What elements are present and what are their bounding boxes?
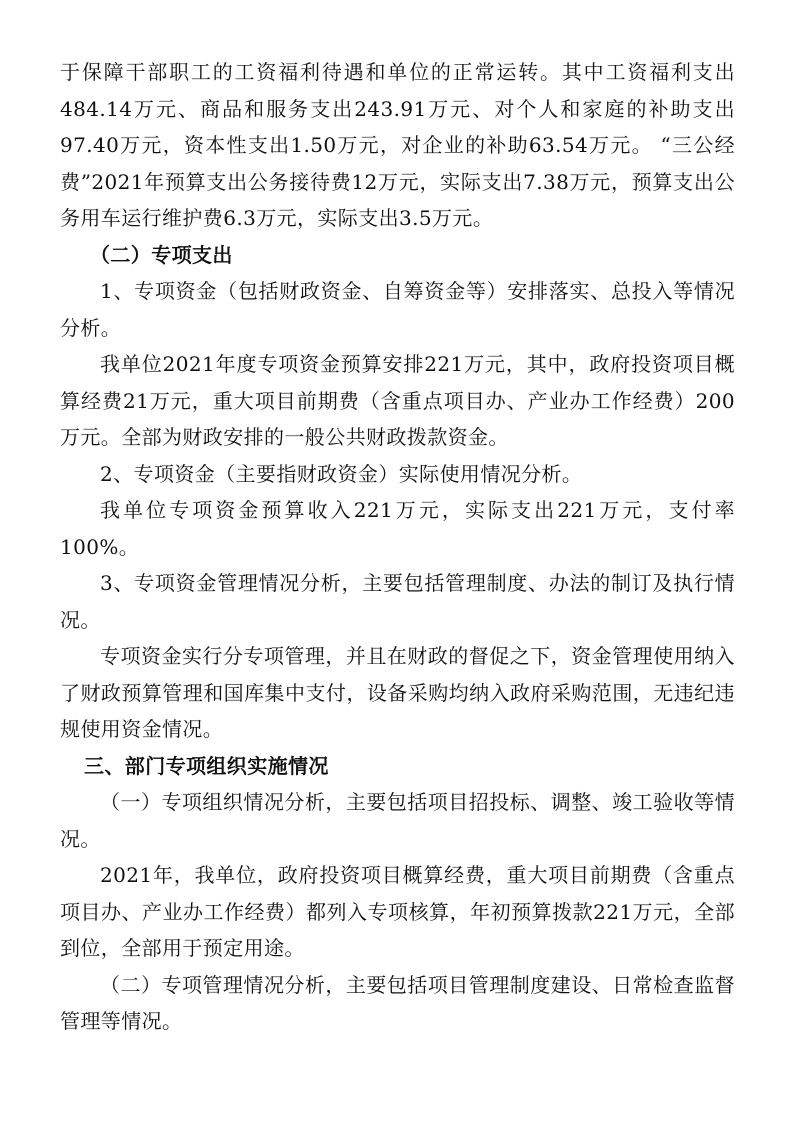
body-paragraph: 我单位2021年度专项资金预算安排221万元，其中，政府投资项目概算经费21万元，重大项目前期费（含重点项目办、产业办工作经费）200万元。全部为财政安排的一般公共财政拨款资金。 (60, 352, 735, 449)
body-paragraph: 于保障干部职工的工资福利待遇和单位的正常运转。其中工资福利支出484.14万元、商品和服务支出243.91万元、对个人和家庭的补助支出97.40万元，资本性支出1.50万元，对企业的补助63.54万元。 “三公经费”2021年预算支出公务接待费12万元，实际支出7.38万元，预算支出公务用车运行维护费6.3万元，实际支出3.5万元。 (60, 60, 735, 230)
section-heading: 三、部门专项组织实施情况 (84, 753, 329, 778)
body-paragraph: （一）专项组织情况分析，主要包括项目招投标、调整、竣工验收等情况。 (60, 790, 735, 851)
section-heading: （二）专项支出 (90, 242, 233, 267)
body-paragraph: 3、专项资金管理情况分析，主要包括管理制度、办法的制订及执行情况。 (60, 571, 735, 632)
body-paragraph: （二）专项管理情况分析，主要包括项目管理制度建设、日常检查监督管理等情况。 (60, 972, 735, 1033)
body-paragraph: 我单位专项资金预算收入221万元，实际支出221万元，支付率100%。 (60, 498, 735, 559)
body-paragraph: 1、专项资金（包括财政资金、自筹资金等）安排落实、总投入等情况分析。 (60, 279, 735, 340)
body-paragraph: 专项资金实行分专项管理，并且在财政的督促之下，资金管理使用纳入了财政预算管理和国库集中支付，设备采购均纳入政府采购范围，无违纪违规使用资金情况。 (60, 644, 735, 741)
body-paragraph: 2021年，我单位，政府投资项目概算经费，重大项目前期费（含重点项目办、产业办工作经费）都列入专项核算，年初预算拨款221万元，全部到位，全部用于预定用途。 (60, 863, 735, 960)
body-paragraph: 2、专项资金（主要指财政资金）实际使用情况分析。 (100, 461, 583, 486)
